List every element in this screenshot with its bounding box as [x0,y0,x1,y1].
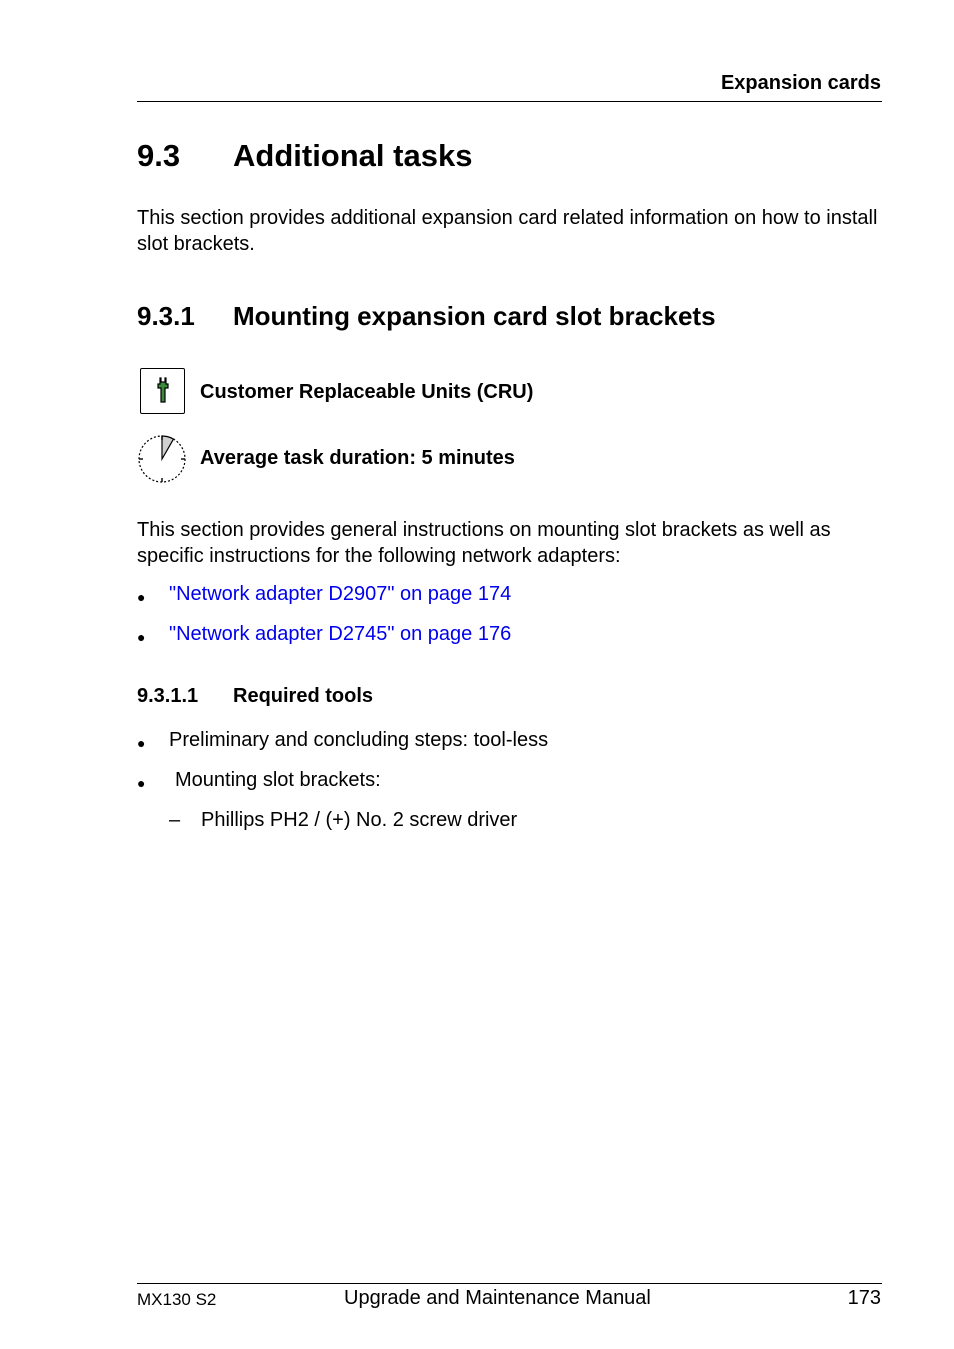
subsubsection-number: 9.3.1.1 [137,685,199,707]
sub-list-item: Phillips PH2 / (+) No. 2 screw driver [201,809,518,831]
section-title: Additional tasks [233,138,473,173]
cru-tool-icon [140,368,185,414]
list-item: Mounting slot brackets: [175,769,381,791]
cru-label: Customer Replaceable Units (CRU) [200,381,534,403]
intro-paragraph: This section provides additional expansion card related information on how to install slot brackets. [137,207,878,255]
page-number: 173 [847,1287,881,1309]
footer-product: MX130 S2 [137,1290,217,1309]
footer-manual-title: Upgrade and Maintenance Manual [344,1287,651,1309]
duration-label: Average task duration: 5 minutes [200,447,515,469]
header-rule [137,101,882,102]
bullet-icon: ● [137,775,146,791]
link-network-adapter-d2745[interactable]: "Network adapter D2745" on page 176 [169,623,512,645]
subsection-title: Mounting expansion card slot brackets [233,301,716,331]
link-network-adapter-d2907[interactable]: "Network adapter D2907" on page 174 [169,583,512,605]
clock-icon [137,434,187,484]
section-number: 9.3 [137,138,181,173]
running-header: Expansion cards [720,72,881,94]
footer-rule [137,1283,882,1284]
bullet-icon: ● [137,629,146,645]
dash-marker: – [169,809,181,831]
bullet-icon: ● [137,589,146,605]
bullet-icon: ● [137,735,146,751]
subsubsection-title: Required tools [233,685,374,707]
list-item: Preliminary and concluding steps: tool-less [169,729,549,751]
subsection-number: 9.3.1 [137,301,195,331]
body-paragraph: This section provides general instructions on mounting slot brackets as well as specific instructions for the following network adapters: [137,519,831,567]
